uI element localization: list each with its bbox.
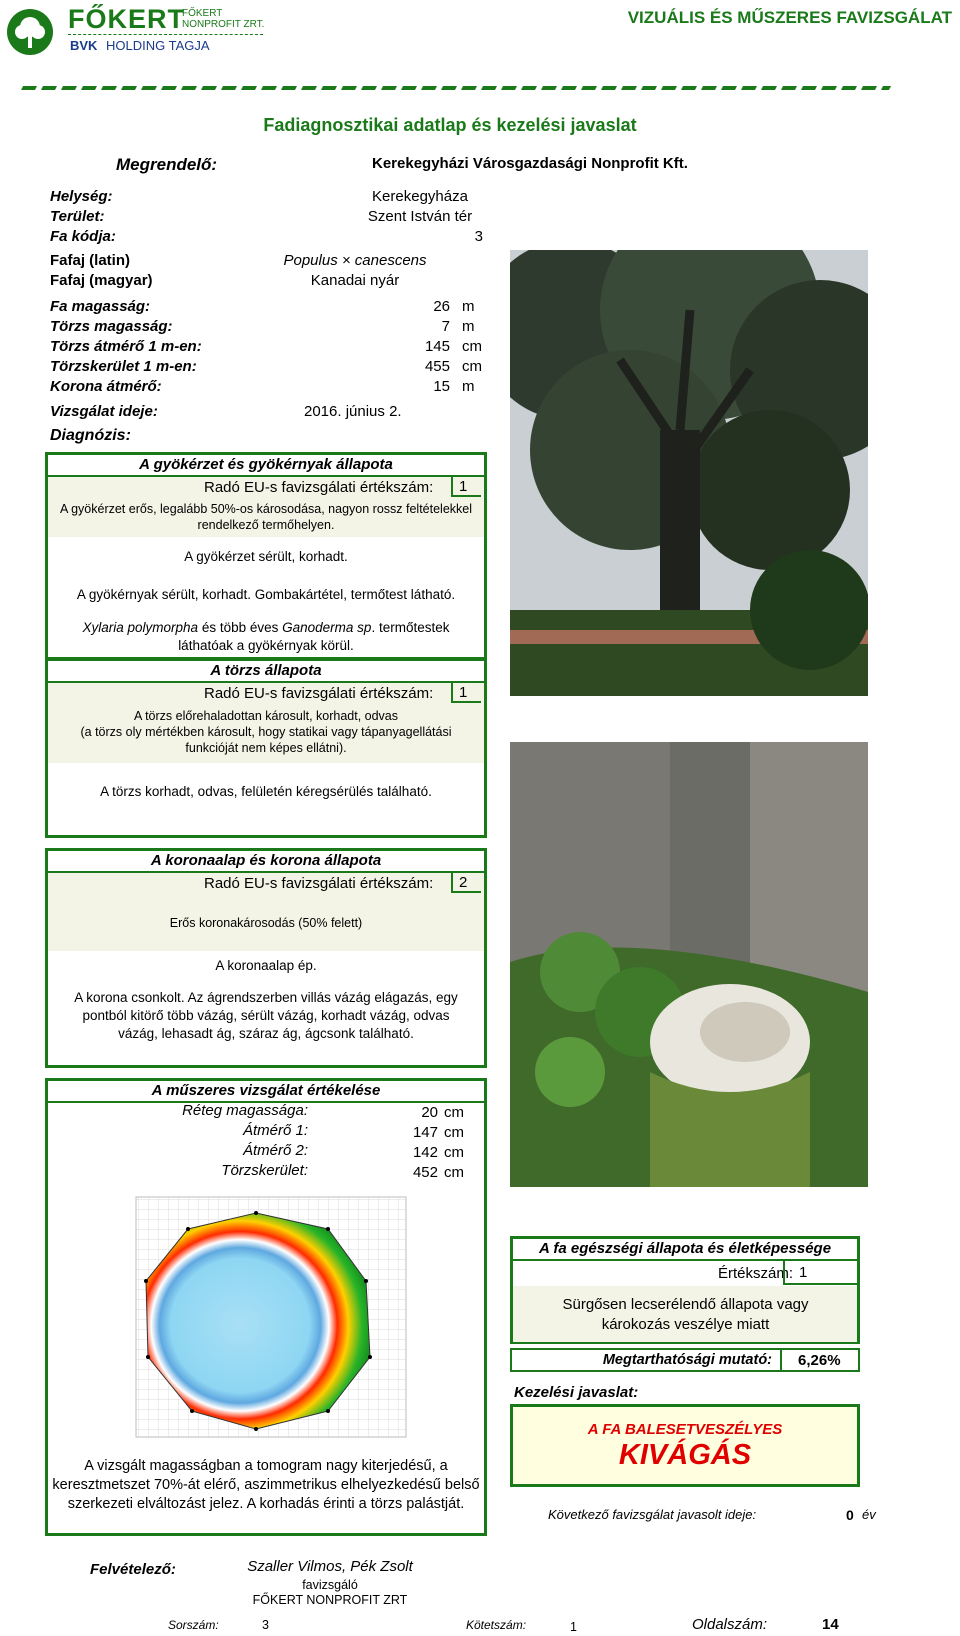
volume-label: Kötetszám: bbox=[466, 1618, 527, 1632]
instrument-label: Átmérő 1: bbox=[242, 1122, 308, 1139]
treatment-action: KIVÁGÁS bbox=[618, 1439, 752, 1471]
tree-logo-icon bbox=[6, 8, 54, 56]
crown-detail-1: A koronaalap ép. bbox=[215, 958, 317, 973]
measurements-list bbox=[50, 298, 490, 398]
health-title: A fa egészségi állapota és életképessége bbox=[513, 1239, 857, 1261]
root-score-label: Radó EU-s favizsgálati értékszám: bbox=[204, 479, 434, 496]
measure-unit: m bbox=[462, 318, 475, 335]
logo-sub-text-2: NONPROFIT ZRT. bbox=[182, 19, 265, 30]
trunk-condition-section bbox=[45, 658, 487, 838]
retainability-value: 6,26% bbox=[780, 1350, 858, 1370]
next-exam-unit: év bbox=[862, 1507, 876, 1522]
exam-date-value: 2016. június 2. bbox=[304, 403, 402, 420]
serial-value: 3 bbox=[262, 1618, 269, 1632]
instrument-label: Átmérő 2: bbox=[242, 1142, 308, 1159]
measure-label: Fa magasság: bbox=[50, 298, 151, 315]
crown-condition-section bbox=[45, 848, 487, 1068]
serial-label: Sorszám: bbox=[168, 1618, 219, 1632]
diagnosis-label: Diagnózis: bbox=[50, 427, 131, 444]
measure-value: 15 bbox=[433, 378, 450, 395]
root-detail-3-end: . termőtestek láthatóak a gyökérnyak körül. bbox=[178, 620, 450, 653]
trunk-detail-1: A törzs korhadt, odvas, felületén kéregsérülés található. bbox=[100, 784, 432, 799]
treatment-warning: A FA BALESETVESZÉLYES bbox=[587, 1421, 783, 1438]
retainability-row bbox=[510, 1348, 860, 1372]
instrument-label: Törzskerület: bbox=[221, 1162, 308, 1179]
crown-detail-2: A korona csonkolt. Az ágrendszerben villás vázág elágazás, egy pontból kitörő több vázág, sérült vázág, korhadt vázág, odvas vázág, lehasadt ág, száraz ág, ágcsonk található. bbox=[74, 990, 458, 1041]
root-detail-2: A gyökérnyak sérült, korhadt. Gombakártétel, termőtest látható. bbox=[76, 587, 456, 602]
instrument-unit: cm bbox=[444, 1164, 464, 1181]
measure-label: Korona átmérő: bbox=[50, 378, 162, 395]
measure-unit: cm bbox=[462, 358, 482, 375]
instrument-evaluation-section bbox=[45, 1078, 487, 1536]
health-score-label: Értékszám: bbox=[717, 1265, 793, 1282]
instrument-value: 452 bbox=[412, 1164, 438, 1181]
page-label: Oldalszám: bbox=[692, 1616, 768, 1633]
tree-code-value: 3 bbox=[474, 228, 483, 245]
document-title: Fadiagnosztikai adatlap és kezelési javaslat bbox=[263, 115, 637, 135]
crown-score-value: 2 bbox=[451, 873, 481, 893]
trunk-base-photo bbox=[510, 742, 868, 1187]
trunk-score-label: Radó EU-s favizsgálati értékszám: bbox=[204, 685, 434, 702]
client-label: Megrendelő: bbox=[116, 155, 218, 174]
crown-score-label: Radó EU-s favizsgálati értékszám: bbox=[204, 875, 434, 892]
measure-label: Törzskerület 1 m-en: bbox=[50, 358, 197, 375]
root-detail-3-mid: és több éves bbox=[198, 620, 283, 635]
recorder-names: Szaller Vilmos, Pék Zsolt bbox=[247, 1558, 413, 1575]
root-fungus-2: Ganoderma sp bbox=[282, 620, 372, 635]
area-label: Terület: bbox=[50, 208, 105, 225]
root-detail-1: A gyökérzet sérült, korhadt. bbox=[184, 549, 348, 564]
client-value: Kerekegyházi Városgazdasági Nonprofit Kft. bbox=[372, 155, 688, 172]
area-value: Szent István tér bbox=[367, 208, 473, 225]
measure-value: 26 bbox=[433, 298, 450, 315]
measure-value: 7 bbox=[441, 318, 450, 335]
measure-label: Törzs magasság: bbox=[50, 318, 173, 335]
trunk-score-value: 1 bbox=[451, 683, 481, 703]
trunk-summary-1: A törzs előrehaladottan károsult, korhadt, odvas bbox=[133, 709, 399, 723]
header-divider bbox=[21, 86, 891, 90]
measure-label: Törzs átmérő 1 m-en: bbox=[50, 338, 202, 355]
root-score-value: 1 bbox=[451, 477, 481, 497]
recorder-org: FŐKERT NONPROFIT ZRT bbox=[252, 1593, 408, 1607]
root-fungus-1: Xylaria polymorpha bbox=[82, 620, 199, 635]
page-value: 14 bbox=[822, 1616, 839, 1633]
measure-unit: m bbox=[462, 378, 475, 395]
next-exam-value: 0 bbox=[846, 1507, 854, 1523]
instrument-unit: cm bbox=[444, 1104, 464, 1121]
location-label: Helység: bbox=[50, 188, 113, 205]
logo-main-text: FŐKERT bbox=[68, 4, 185, 34]
header-title: VIZUÁLIS ÉS MŰSZERES FAVIZSGÁLAT bbox=[627, 8, 952, 27]
recorder-label: Felvételező: bbox=[90, 1561, 176, 1578]
root-condition-title: A gyökérzet és gyökérnyak állapota bbox=[48, 455, 484, 477]
logo-holding-text: HOLDING TAGJA bbox=[106, 38, 210, 53]
crown-summary: Erős koronakárosodás (50% felett) bbox=[169, 916, 363, 930]
tree-photo bbox=[510, 250, 868, 696]
logo bbox=[6, 6, 266, 58]
treatment-box bbox=[510, 1404, 860, 1487]
health-section bbox=[510, 1236, 860, 1344]
instrument-value: 20 bbox=[421, 1104, 438, 1121]
recorder-role: favizsgáló bbox=[302, 1578, 358, 1592]
measure-value: 145 bbox=[424, 338, 450, 355]
treatment-label: Kezelési javaslat: bbox=[514, 1384, 639, 1401]
root-detail-3 bbox=[58, 619, 474, 655]
health-text: Sürgősen lecserélendő állapota vagy károkozás veszélye miatt bbox=[562, 1296, 809, 1333]
instrument-value: 147 bbox=[412, 1124, 438, 1141]
next-exam-label: Következő favizsgálat javasolt ideje: bbox=[548, 1507, 757, 1522]
species-hungarian-label: Fafaj (magyar) bbox=[50, 272, 153, 289]
volume-value: 1 bbox=[570, 1620, 577, 1634]
trunk-condition-title: A törzs állapota bbox=[48, 661, 484, 683]
health-score-value: 1 bbox=[783, 1261, 859, 1285]
tomogram-image bbox=[108, 1189, 418, 1449]
instrument-unit: cm bbox=[444, 1124, 464, 1141]
instrument-unit: cm bbox=[444, 1144, 464, 1161]
logo-bvk-text: BVK bbox=[70, 38, 98, 53]
species-latin-label: Fafaj (latin) bbox=[50, 252, 131, 269]
instrument-value: 142 bbox=[412, 1144, 438, 1161]
root-summary: A gyökérzet erős, legalább 50%-os károsodása, nagyon rossz feltételekkel rendelkező termőhelyen. bbox=[59, 502, 473, 532]
instrument-label: Réteg magassága: bbox=[182, 1102, 308, 1119]
crown-condition-title: A koronaalap és korona állapota bbox=[48, 851, 484, 873]
species-hungarian-value: Kanadai nyár bbox=[310, 272, 400, 289]
root-condition-section bbox=[45, 452, 487, 660]
retainability-label: Megtarthatósági mutató: bbox=[602, 1352, 772, 1368]
measure-unit: m bbox=[462, 298, 475, 315]
measure-unit: cm bbox=[462, 338, 482, 355]
instrument-conclusion: A vizsgált magasságban a tomogram nagy kiterjedésű, a keresztmetszet 70%-át elérő, aszimmetrikus elhelyezkedésű belső szerkezeti elváltozást jelez. A korhadás érinti a törzs palástját. bbox=[52, 1458, 480, 1512]
species-latin-value: Populus × canescens bbox=[283, 252, 427, 269]
logo-sub-text-1: FŐKERT bbox=[182, 8, 223, 19]
measure-value: 455 bbox=[424, 358, 450, 375]
instrument-evaluation-title: A műszeres vizsgálat értékelése bbox=[48, 1081, 484, 1103]
exam-date-label: Vizsgálat ideje: bbox=[50, 403, 158, 420]
tree-code-label: Fa kódja: bbox=[50, 228, 116, 245]
trunk-summary-2: (a törzs oly mértékben károsult, hogy statikai vagy tápanyagellátási funkcióját nem képes ellátni). bbox=[80, 725, 452, 755]
location-value: Kerekegyháza bbox=[372, 188, 468, 205]
